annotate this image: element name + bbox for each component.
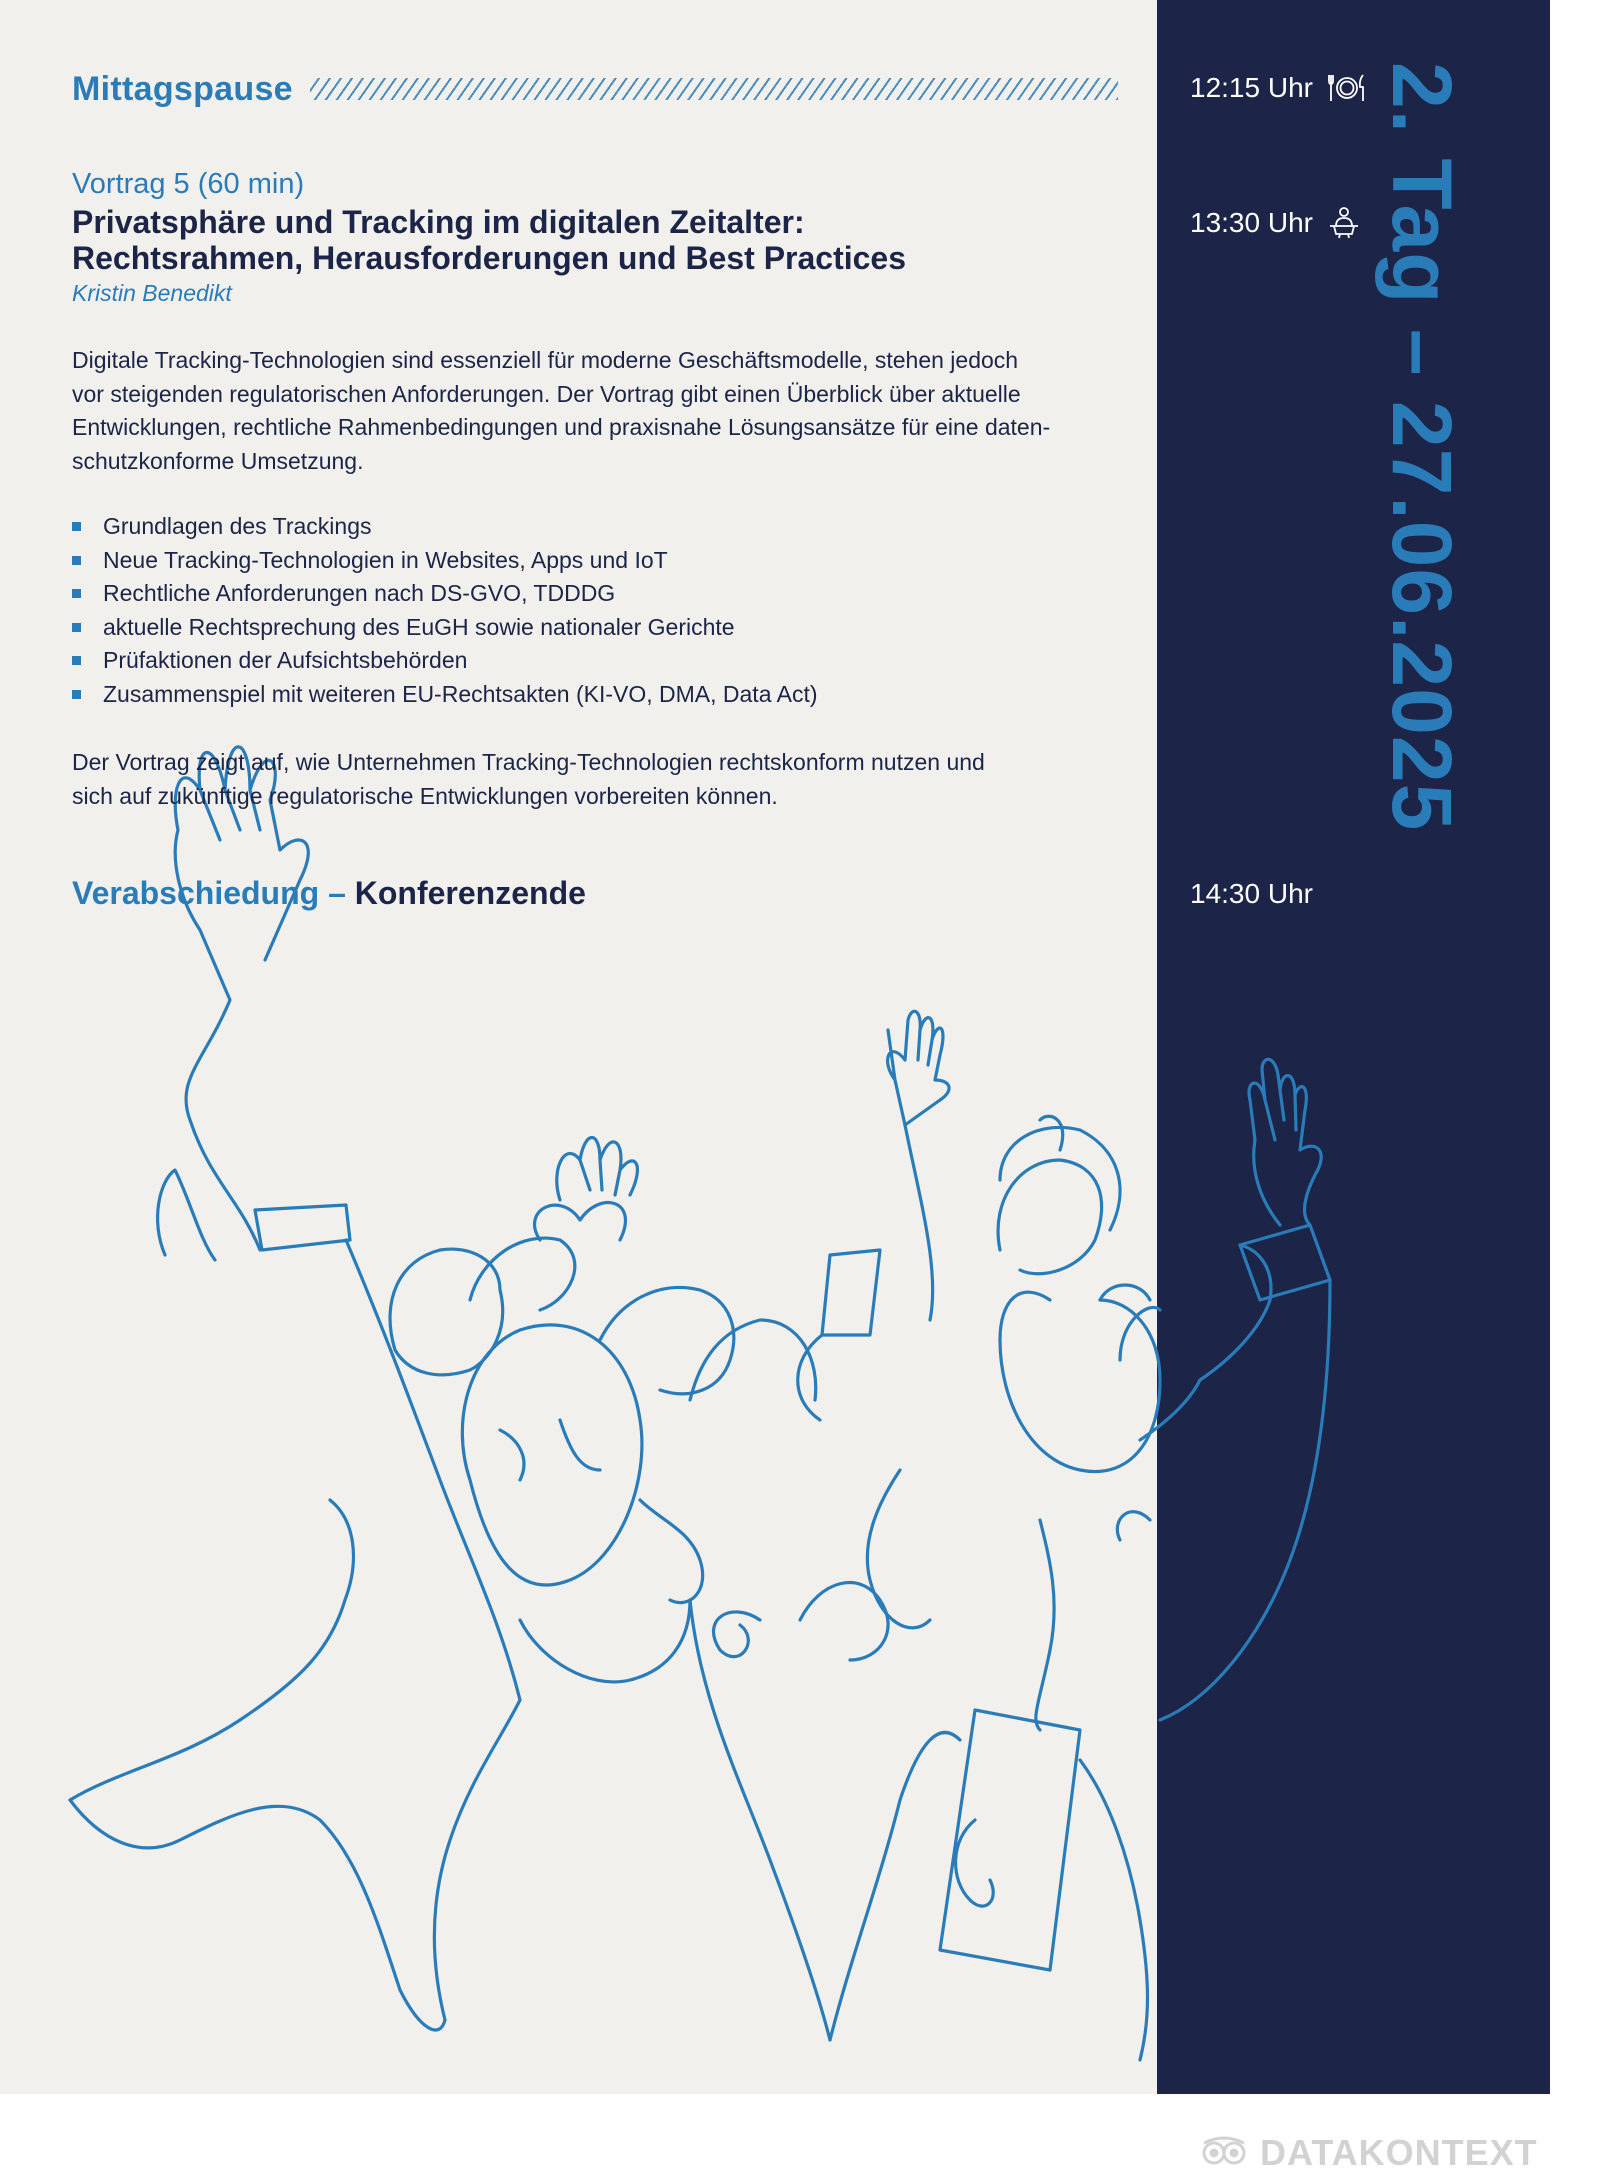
list-item: [72, 644, 818, 678]
closing-time-text: 14:30 Uhr: [1190, 878, 1313, 909]
closing-title: [72, 875, 586, 912]
bullet-square-icon: [72, 690, 81, 699]
speaker-name: Kristin Benedikt: [72, 280, 232, 306]
list-item-text: Rechtliche Anforderungen nach DS-GVO, TDDDG: [103, 580, 616, 606]
list-item-text: Grundlagen des Trackings: [103, 513, 372, 539]
list-item: [72, 577, 818, 611]
bullet-square-icon: [72, 556, 81, 565]
topic-list: [72, 510, 818, 711]
day-date-label: 2. Tag – 27.06.2025: [1375, 62, 1469, 832]
footer-logo: [1198, 2132, 1538, 2174]
lunch-time-text: 12:15 Uhr: [1190, 72, 1313, 103]
talk-time-text: 13:30 Uhr: [1190, 207, 1313, 238]
closing-title-part1: Verabschiedung –: [72, 875, 346, 911]
intro-line: Digitale Tracking-Technologien sind essenziell für moderne Geschäftsmodelle, stehen jedoch: [72, 347, 1019, 373]
list-item: [72, 678, 818, 712]
lunch-time: [1190, 72, 1367, 104]
list-item-text: aktuelle Rechtsprechung des EuGH sowie nationaler Gerichte: [103, 613, 735, 640]
bullet-square-icon: [72, 623, 81, 632]
speaker-lectern-icon: [1327, 206, 1361, 240]
intro-line: schutzkonforme Umsetzung.: [72, 447, 364, 474]
list-item-text: Prüfaktionen der Aufsichtsbehörden: [103, 647, 468, 673]
talk-time: [1190, 206, 1361, 240]
bullet-square-icon: [72, 589, 81, 598]
outro-line: sich auf zukünftige regulatorische Entwicklungen vorbereiten können.: [72, 782, 778, 809]
owl-logo-icon: [1198, 2133, 1250, 2173]
footer-logo-text: DATAKONTEXT: [1260, 2132, 1538, 2173]
outro-line: Der Vortrag zeigt auf, wie Unternehmen Tracking-Technologien rechtskonform nutzen und: [72, 749, 985, 775]
cutlery-plate-icon: [1327, 72, 1367, 104]
closing-title-part2: Konferenzende: [354, 875, 586, 911]
talk-outro: [72, 746, 1112, 813]
list-item-text: Zusammenspiel mit weiteren EU-Rechtsakten (KI-VO, DMA, Data Act): [103, 680, 818, 707]
talk-label: Vortrag 5 (60 min): [72, 168, 305, 200]
list-item: [72, 510, 818, 544]
hatch-divider: [310, 78, 1118, 100]
talk-title: [72, 204, 1132, 276]
list-item-text: Neue Tracking-Technologien in Websites, Apps und IoT: [103, 546, 668, 573]
talk-intro: [72, 344, 1112, 478]
intro-line: Entwicklungen, rechtliche Rahmenbedingungen und praxisnahe Lösungsansätze für eine daten-: [72, 414, 1051, 440]
lunch-break-title: Mittagspause: [72, 70, 293, 108]
list-item: [72, 611, 818, 645]
talk-title-line: Rechtsrahmen, Herausforderungen und Best Practices: [72, 240, 907, 276]
bullet-square-icon: [72, 522, 81, 531]
list-item: [72, 544, 818, 578]
intro-line: vor steigenden regulatorischen Anforderungen. Der Vortrag gibt einen Überblick über aktuelle: [72, 380, 1021, 407]
closing-time: [1190, 878, 1313, 910]
talk-title-line: Privatsphäre und Tracking im digitalen Zeitalter:: [72, 204, 805, 240]
bullet-square-icon: [72, 656, 81, 665]
